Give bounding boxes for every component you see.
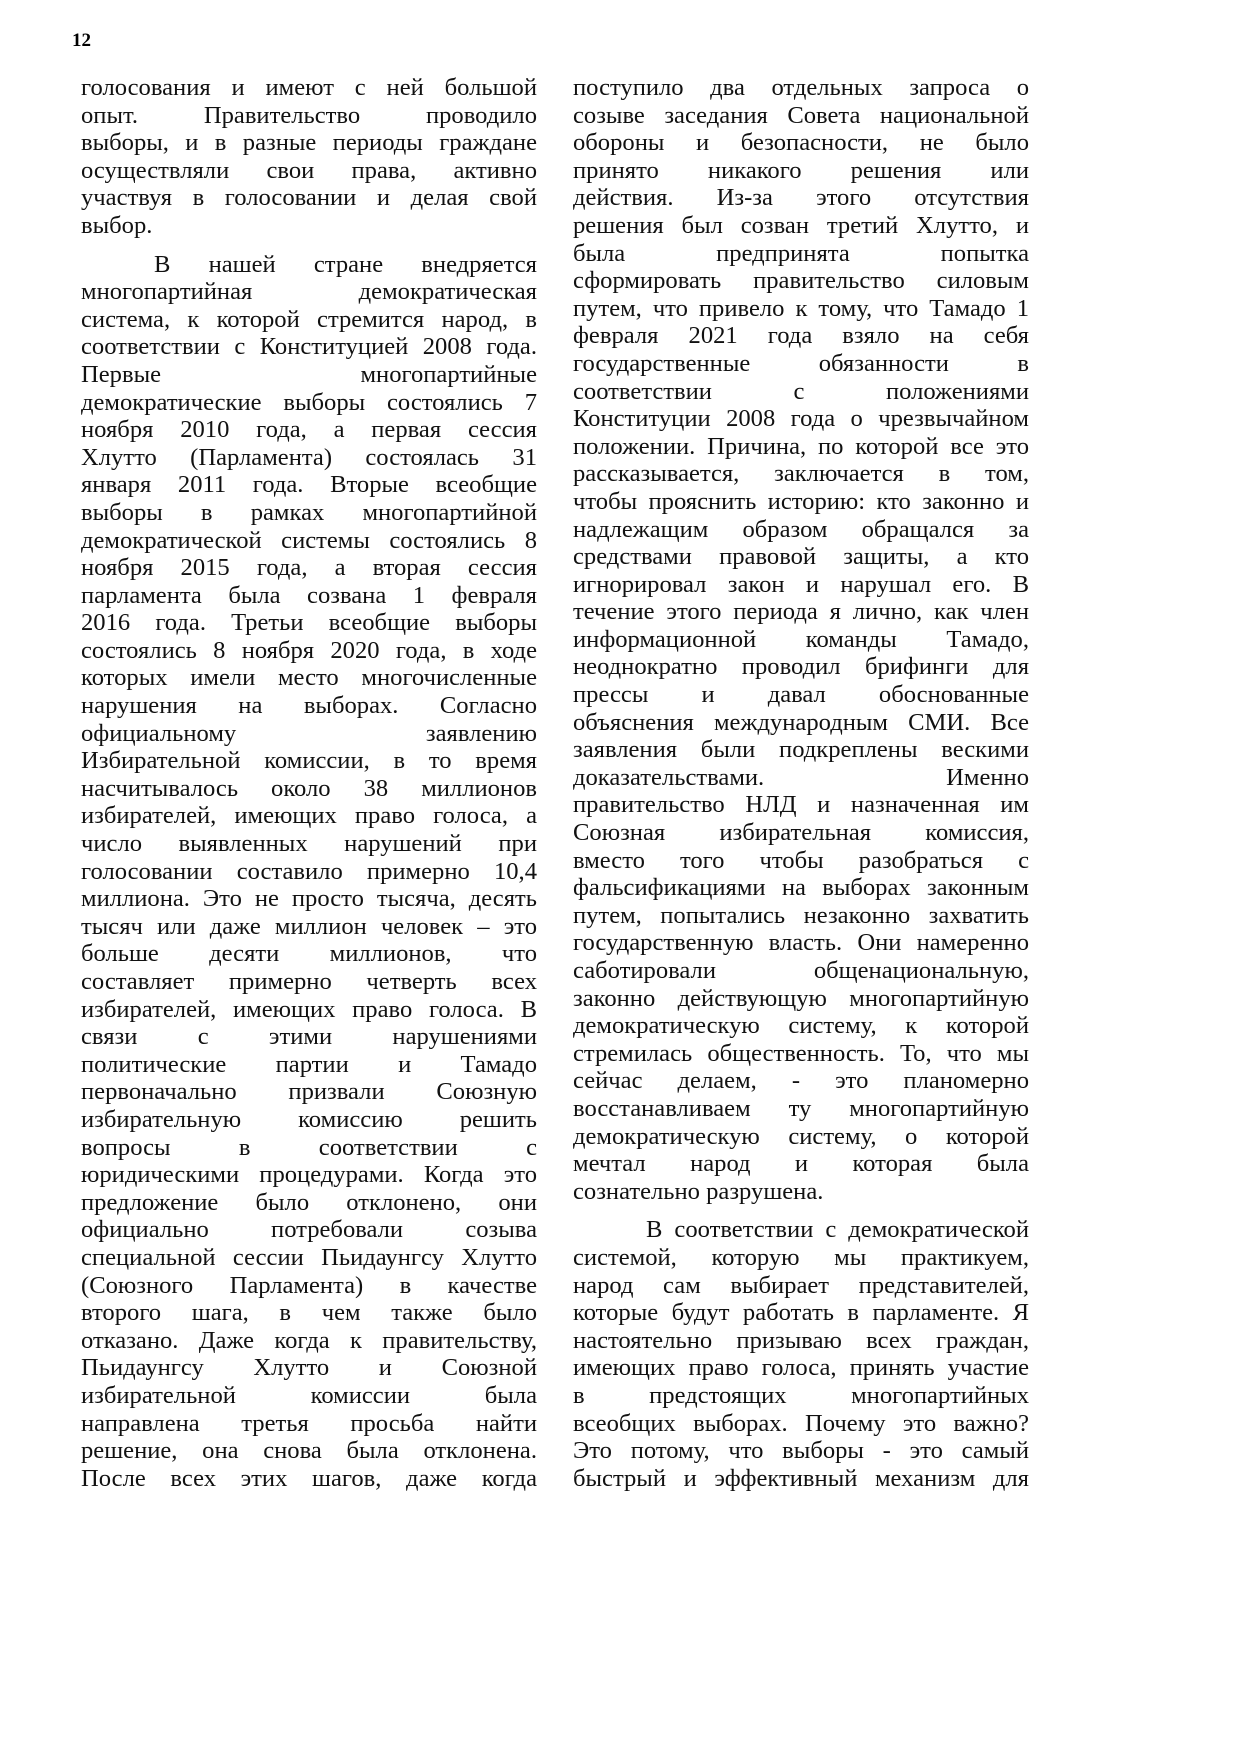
text-line: всеобщих выборах. Почему это важно? [573, 1409, 1029, 1437]
paragraph [81, 251, 537, 1493]
text-line: решение, она снова была отклонена. [81, 1437, 537, 1465]
text-line: многопартийная демократическая [81, 278, 537, 306]
text-line: избирателей, имеющих право голоса. В [81, 995, 537, 1023]
text-line: демократической системы состоялись 8 [81, 526, 537, 554]
text-line: мечтал народ и которая была [573, 1150, 1029, 1178]
text-line: направлена третья просьба найти [81, 1409, 537, 1437]
text-line: которых имели место многочисленные [81, 664, 537, 692]
text-line: отказано. Даже когда к правительству, [81, 1326, 537, 1354]
text-line: соответствии с Конституцией 2008 года. [81, 333, 537, 361]
text-line: ноября 2015 года, а вторая сессия [81, 554, 537, 582]
text-line: демократическую систему, о которой [573, 1122, 1029, 1150]
text-line: тысяч или даже миллион человек – это [81, 912, 537, 940]
text-line: Избирательной комиссии, в то время [81, 747, 537, 775]
text-line: была предпринята попытка [573, 239, 1029, 267]
text-line: настоятельно призываю всех граждан, [573, 1326, 1029, 1354]
text-line: система, к которой стремится народ, в [81, 305, 537, 333]
page-number: 12 [72, 30, 91, 51]
text-line: объяснения международным СМИ. Все [573, 708, 1029, 736]
text-line: чтобы прояснить историю: кто законно и [573, 487, 1029, 515]
text-line: нарушения на выборах. Согласно [81, 692, 537, 720]
text-line: саботировали общенациональную, [573, 957, 1029, 984]
text-line: больше десяти миллионов, что [81, 940, 537, 968]
text-line: рассказывается, заключается в том, [573, 460, 1029, 488]
text-line: января 2011 года. Вторые всеобщие [81, 471, 537, 499]
text-line: Союзная избирательная комиссия, [573, 819, 1029, 847]
text-line: избирательную комиссию решить [81, 1105, 537, 1133]
text-line: В нашей стране внедряется [154, 250, 537, 278]
paragraph [573, 1216, 1029, 1492]
text-line: государственные обязанности в [573, 349, 1029, 377]
text-line: которые будут работать в парламенте. Я [573, 1299, 1029, 1327]
text-line: средствами правовой защиты, а кто [573, 543, 1029, 571]
text-line: Хлутто (Парламента) состоялась 31 [81, 443, 537, 471]
text-line: Это потому, что выборы - это самый [573, 1437, 1029, 1465]
text-line: насчитывалось около 38 миллионов [81, 774, 537, 802]
text-line: сейчас делаем, - это планомерно [573, 1067, 1029, 1095]
text-line: ноября 2010 года, а первая сессия [81, 416, 537, 444]
text-line: избирательной комиссии была [81, 1381, 537, 1409]
right-column [573, 74, 1029, 1503]
text-line: 2016 года. Третьи всеобщие выборы [81, 609, 537, 637]
text-line: надлежащим образом обращался за [573, 515, 1029, 543]
text-line: поступило два отдельных запроса о [573, 74, 1029, 101]
text-line: второго шага, в чем также было [81, 1299, 537, 1327]
text-line: системой, которую мы практикуем, [573, 1243, 1029, 1271]
text-line: голосовании составило примерно 10,4 [81, 857, 537, 885]
text-line: в предстоящих многопартийных [573, 1381, 1029, 1409]
text-line: миллиона. Это не просто тысяча, десять [81, 885, 537, 913]
text-line: Пьидаунгсу Хлутто и Союзной [81, 1354, 537, 1382]
text-line: созыве заседания Совета национальной [573, 101, 1029, 129]
text-line: обороны и безопасности, не было [573, 129, 1029, 157]
text-line: демократические выборы состоялись 7 [81, 388, 537, 416]
text-line: доказательствами. Именно [573, 763, 1029, 791]
text-line: путем, что привело к тому, что Тамадо 1 [573, 294, 1029, 322]
text-line: путем, попытались незаконно захватить [573, 901, 1029, 929]
text-line: участвуя в голосовании и делая свой [81, 184, 537, 212]
text-line: восстанавливаем ту многопартийную [573, 1094, 1029, 1122]
text-line: демократическую систему, к которой [573, 1012, 1029, 1040]
text-line: специальной сессии Пьидаунгсу Хлутто [81, 1243, 537, 1271]
text-line: неоднократно проводил брифинги для [573, 653, 1029, 681]
text-line: голосования и имеют с ней большой [81, 74, 537, 101]
text-line: прессы и давал обоснованные [573, 681, 1029, 709]
text-line: Первые многопартийные [81, 360, 537, 388]
text-line: соответствии с положениями [573, 377, 1029, 405]
text-line: политические партии и Тамадо [81, 1050, 537, 1078]
text-line: избирателей, имеющих право голоса, а [81, 802, 537, 830]
text-line: решения был созван третий Хлутто, и [573, 211, 1029, 239]
text-line: законно действующую многопартийную [573, 984, 1029, 1012]
left-column [81, 74, 537, 1503]
text-line: стремилась общественность. То, что мы [573, 1039, 1029, 1067]
text-line: положении. Причина, по которой все это [573, 432, 1029, 460]
text-line: составляет примерно четверть всех [81, 968, 537, 995]
text-line: принято никакого решения или [573, 156, 1029, 184]
text-line: парламента была созвана 1 февраля [81, 581, 537, 609]
text-line: сформировать правительство силовым [573, 267, 1029, 295]
text-line: февраля 2021 года взяло на себя [573, 322, 1029, 350]
text-line: юридическими процедурами. Когда это [81, 1161, 537, 1189]
text-line: имеющих право голоса, принять участие [573, 1354, 1029, 1382]
text-line: быстрый и эффективный механизм для [573, 1464, 1029, 1492]
paragraph [81, 74, 537, 240]
text-line: Конституции 2008 года о чрезвычайном [573, 405, 1029, 433]
text-line: связи с этими нарушениями [81, 1023, 537, 1051]
text-line: выборы, и в разные периоды граждане [81, 129, 537, 157]
text-line: течение этого периода я лично, как член [573, 598, 1029, 626]
paragraph [573, 74, 1029, 1205]
text-line: предложение было отклонено, они [81, 1188, 537, 1216]
text-line: действия. Из-за этого отсутствия [573, 184, 1029, 212]
text-line: В соответствии с демократической [646, 1216, 1029, 1244]
text-line: заявления были подкреплены вескими [573, 736, 1029, 764]
text-line: официально потребовали созыва [81, 1216, 537, 1244]
text-line: народ сам выбирает представителей, [573, 1271, 1029, 1299]
text-line: состоялись 8 ноября 2020 года, в ходе [81, 636, 537, 664]
text-line: государственную власть. Они намеренно [573, 929, 1029, 957]
text-line: вопросы в соответствии с [81, 1133, 537, 1161]
text-line: После всех этих шагов, даже когда [81, 1464, 537, 1492]
text-line: сознательно разрушена. [573, 1177, 824, 1205]
text-line: выборы в рамках многопартийной [81, 498, 537, 526]
text-line: опыт. Правительство проводило [81, 101, 537, 129]
text-line: фальсификациями на выборах законным [573, 874, 1029, 902]
text-line: первоначально призвали Союзную [81, 1078, 537, 1106]
text-line: вместо того чтобы разобраться с [573, 846, 1029, 874]
text-line: официальному заявлению [81, 719, 537, 747]
text-line: число выявленных нарушений при [81, 830, 537, 858]
text-line: осуществляли свои права, активно [81, 156, 537, 184]
text-line: информационной команды Тамадо, [573, 625, 1029, 653]
text-line: правительство НЛД и назначенная им [573, 791, 1029, 819]
text-line: (Союзного Парламента) в качестве [81, 1271, 537, 1299]
text-line: игнорировал закон и нарушал его. В [573, 570, 1029, 598]
text-line: выбор. [81, 211, 153, 239]
